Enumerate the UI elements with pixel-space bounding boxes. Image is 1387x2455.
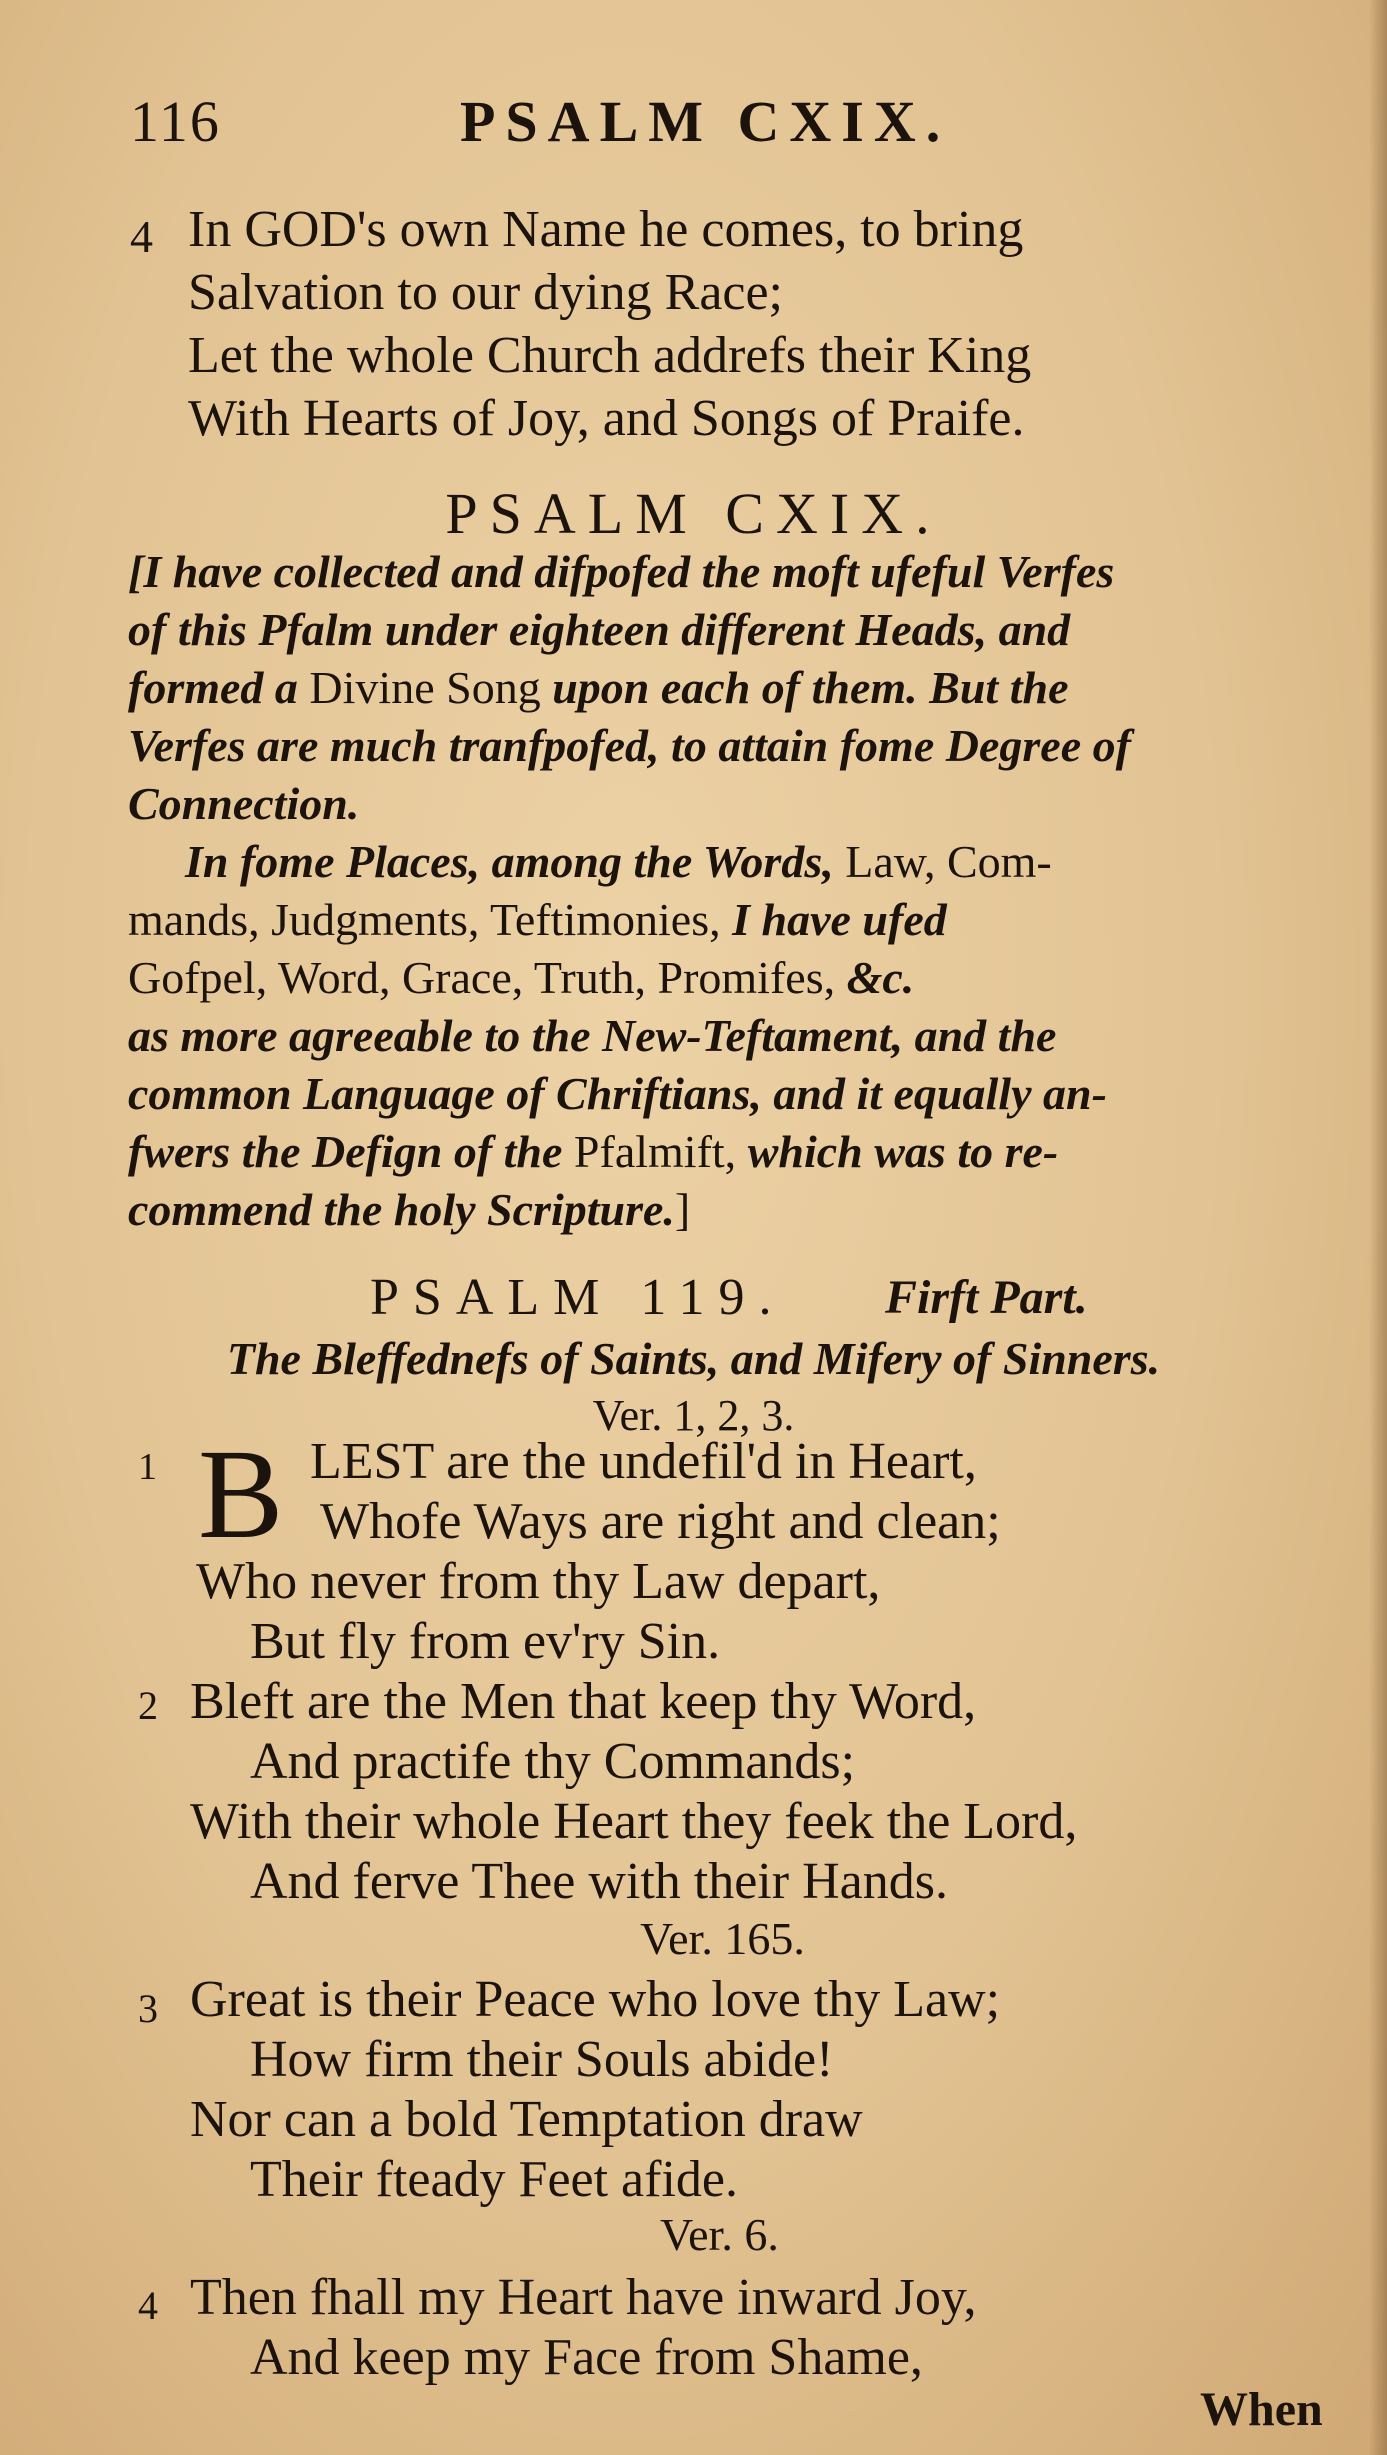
part-subtitle: The Bleffednefs of Saints, and Mifery of Sinners. xyxy=(226,1333,1161,1384)
verse-line: LEST are the undefil'd in Heart, xyxy=(310,1433,977,1490)
verse-reference: Ver. 1, 2, 3. xyxy=(592,1391,795,1440)
verse-line: Nor can a bold Temptation draw xyxy=(190,2091,863,2148)
preface-text: upon each of them. But the xyxy=(552,662,1069,713)
preface-line xyxy=(128,1183,690,1236)
preface-roman-text: Gofpel, Word, Grace, Truth, Promifes, xyxy=(128,952,836,1003)
preface-roman-text: mands, Judgments, Teftimonies, xyxy=(128,894,721,945)
preface-line: Connection. xyxy=(128,778,360,829)
verse-reference: Ver. 165. xyxy=(640,1913,805,1964)
preface-text: fwers the Defign of the xyxy=(128,1126,563,1177)
verse-line: Whofe Ways are right and clean; xyxy=(320,1493,1001,1550)
verse-line: Let the whole Church addrefs their King xyxy=(188,327,1032,384)
verse-line: Then fhall my Heart have inward Joy, xyxy=(190,2269,977,2326)
page-number: 116 xyxy=(130,89,221,154)
preface-text: commend the holy Scripture. xyxy=(128,1184,675,1235)
preface-text: formed a xyxy=(128,662,298,713)
verse-line: And keep my Face from Shame, xyxy=(250,2329,923,2386)
preface-roman-text: Pfalmift, xyxy=(573,1126,737,1177)
preface-text: which was to re- xyxy=(747,1126,1059,1177)
preface-line xyxy=(128,661,1069,714)
verse-number: 4 xyxy=(130,211,153,262)
preface-roman-text: Divine Song xyxy=(309,662,541,713)
verse-line: Their fteady Feet afide. xyxy=(250,2151,738,2208)
drop-cap: B xyxy=(198,1423,284,1565)
preface-roman-text: Law, Com- xyxy=(845,836,1052,887)
verse-line: And practife thy Commands; xyxy=(250,1733,856,1790)
verse-line: Bleft are the Men that keep thy Word, xyxy=(190,1673,977,1730)
verse-reference: Ver. 6. xyxy=(660,2209,779,2260)
section-heading: PSALM CXIX. xyxy=(445,481,942,546)
running-head-title: PSALM CXIX. xyxy=(460,89,951,154)
verse-line: But fly from ev'ry Sin. xyxy=(250,1613,721,1670)
stanza-number: 2 xyxy=(138,1683,158,1728)
preface-bracket: ] xyxy=(674,1184,691,1235)
verse-line: Great is their Peace who love thy Law; xyxy=(190,1971,1001,2028)
preface-line: common Language of Chriftians, and it equally an- xyxy=(128,1068,1107,1119)
preface-line xyxy=(185,835,1052,888)
verse-line: How firm their Souls abide! xyxy=(250,2031,834,2088)
stanza-number: 4 xyxy=(138,2283,158,2328)
part-heading: PSALM 119. xyxy=(370,1269,786,1326)
preface-line xyxy=(128,893,947,946)
verse-line: With their whole Heart they feek the Lord, xyxy=(190,1793,1078,1850)
preface-line: Verfes are much tranfpofed, to attain fome Degree of xyxy=(128,720,1131,771)
verse-line: Who never from thy Law depart, xyxy=(196,1553,881,1610)
catchword: When xyxy=(1200,2383,1323,2436)
preface-text: &c. xyxy=(846,952,915,1003)
preface-line xyxy=(128,951,914,1004)
stanza-number: 1 xyxy=(138,1446,157,1488)
verse-line: In GOD's own Name he comes, to bring xyxy=(188,201,1024,258)
preface-text: I have ufed xyxy=(732,894,947,945)
verse-line: Salvation to our dying Race; xyxy=(188,264,784,321)
preface-line: of this Pfalm under eighteen different Heads, and xyxy=(128,604,1071,655)
part-heading-italic: Firft Part. xyxy=(885,1271,1088,1324)
preface-line: as more agreeable to the New-Teftament, and the xyxy=(128,1010,1057,1061)
verse-line: And ferve Thee with their Hands. xyxy=(250,1853,948,1910)
preface-text: In fome Places, among the Words, xyxy=(185,836,834,887)
page-edge-shadow xyxy=(1369,0,1387,2455)
stanza-number: 3 xyxy=(138,1986,158,2031)
preface-line xyxy=(128,1125,1058,1178)
preface-line: [I have collected and difpofed the moft ufeful Verfes xyxy=(128,546,1115,597)
verse-line: With Hearts of Joy, and Songs of Praife. xyxy=(188,390,1025,447)
